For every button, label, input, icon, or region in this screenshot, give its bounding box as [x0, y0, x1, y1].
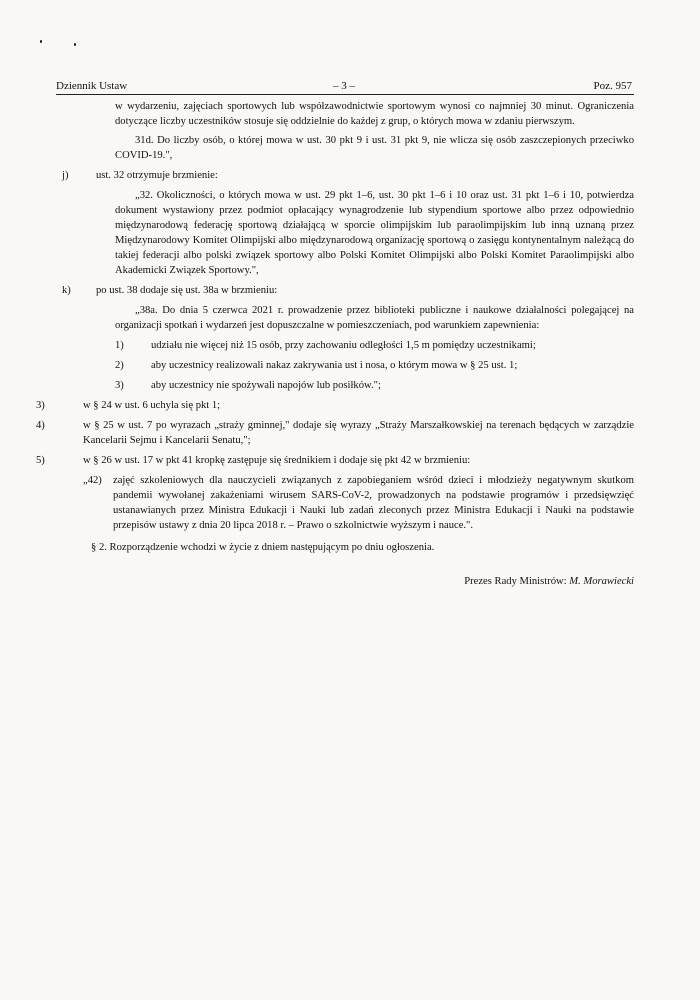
point-5-number: 5)	[36, 455, 45, 466]
page-number: – 3 –	[333, 80, 355, 92]
list-item-text: aby uczestnicy realizowali nakaz zakrywania ust i nosa, o którym mowa w § 25 ust. 1;	[151, 360, 518, 371]
list-item-number: 1)	[115, 340, 124, 351]
list-item	[56, 378, 634, 393]
point-42	[56, 473, 634, 533]
header-rule	[56, 94, 634, 95]
list-item-text: aby uczestnicy nie spożywali napojów lub posiłków.";	[151, 380, 381, 391]
point-5	[36, 453, 634, 468]
point-5-text: w § 26 w ust. 17 w pkt 41 kropkę zastępuje się średnikiem i dodaje się pkt 42 w brzmieniu:	[83, 455, 471, 466]
scan-speck	[74, 43, 76, 46]
signature-name: M. Morawiecki	[569, 576, 634, 587]
paragraph-31d: 31d. Do liczby osób, o której mowa w ust. 30 pkt 9 i ust. 31 pkt 9, nie wlicza się osób zaszczepionych przeciwko COVID-19.",	[115, 135, 634, 161]
point-j-text: ust. 32 otrzymuje brzmienie:	[96, 170, 218, 181]
position-number: Poz. 957	[593, 80, 632, 92]
paragraph-32: „32. Okoliczności, o których mowa w ust. 29 pkt 1–6, ust. 30 pkt 1–6 i 10 oraz ust. 31 pkt 1–6 i 10, potwierdza dokument wystawiony przez podmiot opłacający wynagrodzenie lub stypendium sportowe albo przez odpowiednio międzynarodową federację sportową działającą w sporcie olimpijskim lub paraolimpijskim lub inną uznaną przez Międzynarodowy Komitet Olimpijski albo międzynarodową organizację sportową o zasięgu kontynentalnym należącą do takiej federacji albo polski związek sportowy albo Polski Komitet Olimpijski albo Polski Komitet Paraolimpijski albo Akademicki Związek Sportowy.",	[115, 190, 634, 276]
point-42-number: „42)	[83, 475, 102, 486]
list-item-number: 3)	[115, 380, 124, 391]
point-k	[56, 283, 634, 298]
point-4-text: w § 25 w ust. 7 po wyrazach „straży gminnej," dodaje się wyrazy „Straży Marszałkowskiej na terenach będących w zarządzie Kancelarii Sejmu i Kancelarii Senatu,";	[83, 420, 634, 446]
list-item-number: 2)	[115, 360, 124, 371]
paragraph-section-2: § 2. Rozporządzenie wchodzi w życie z dniem następującym po dniu ogłoszenia.	[91, 542, 435, 553]
page-header	[56, 79, 632, 95]
point-j	[56, 168, 634, 183]
journal-title: Dziennik Ustaw	[56, 80, 128, 92]
point-k-text: po ust. 38 dodaje się ust. 38a w brzmieniu:	[96, 285, 278, 296]
point-42-text: zajęć szkoleniowych dla nauczycieli związanych z zapobieganiem wśród dzieci i młodzieży negatywnym skutkom pandemii wywołanej zakażeniami wirusem SARS-CoV-2, prowadzonych na podstawie programów i przedsięwzięć ustanawianych przez Ministra Edukacji i Nauki lub zadań zleconych przez Ministra Edukacji i Nauki na podstawie przepisów ustawy z dnia 20 lipca 2018 r. – Prawo o szkolnictwie wyższym i nauce.".	[113, 475, 634, 531]
document-body	[36, 99, 634, 589]
signature	[56, 574, 634, 589]
point-j-number: j)	[62, 170, 69, 181]
list-item	[56, 338, 634, 353]
list-item	[56, 358, 634, 373]
paragraph-continuation: w wydarzeniu, zajęciach sportowych lub współzawodnictwie sportowym wynosi co najmniej 30 minut. Ograniczenia dotyczące liczby uczestników stosuje się oddzielnie do każdej z grup, o których mowa w zdaniu pierwszym.	[115, 101, 634, 127]
point-3-number: 3)	[36, 400, 45, 411]
point-3-text: w § 24 w ust. 6 uchyla się pkt 1;	[83, 400, 221, 411]
scan-speck	[40, 40, 42, 43]
point-4	[36, 418, 634, 448]
point-k-number: k)	[62, 285, 71, 296]
signature-title: Prezes Rady Ministrów:	[464, 576, 570, 587]
paragraph-38a: „38a. Do dnia 5 czerwca 2021 r. prowadzenie przez biblioteki publiczne i naukowe działalności polegającej na organizacji spotkań i wydarzeń jest dopuszczalne w pomieszczeniach, pod warunkiem zapewnienia:	[115, 305, 634, 331]
point-4-number: 4)	[36, 420, 45, 431]
point-3	[36, 398, 634, 413]
list-item-text: udziału nie więcej niż 15 osób, przy zachowaniu odległości 1,5 m pomiędzy uczestnikami;	[151, 340, 536, 351]
